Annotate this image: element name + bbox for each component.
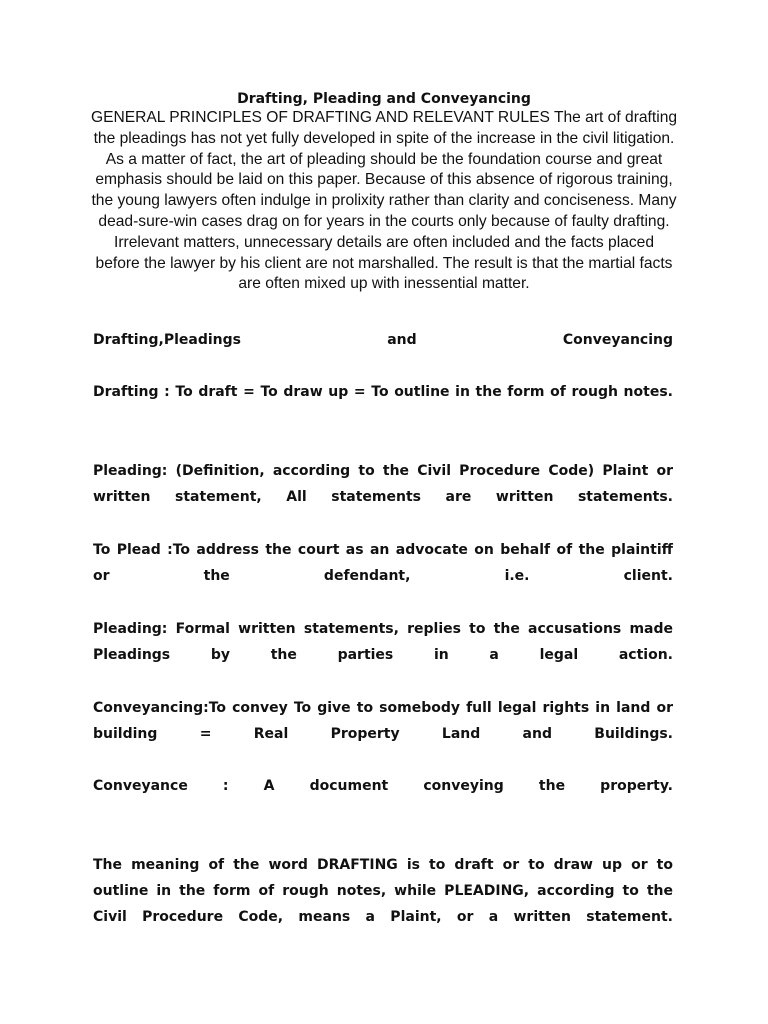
conveyancing-definition: Conveyancing:To convey To give to somebody full legal rights in land or building = Real Property Land and Buildings. (93, 700, 673, 742)
meaning-paragraph: The meaning of the word DRAFTING is to draft or to draw up or to outline in the form of rough notes, while PLEADING, according to the Civil Procedure Code, means a Plaint, or a written statement. (93, 857, 673, 925)
document-title: Drafting, Pleading and Conveyancing (237, 91, 531, 107)
pleading-formal-definition: Pleading: Formal written statements, replies to the accusations made Pleadings by the parties in a legal action. (93, 621, 673, 663)
to-plead-definition: To Plead :To address the court as an advocate on behalf of the plaintiff or the defendant, i.e. client. (93, 542, 673, 584)
pleading-definition: Pleading: (Definition, according to the Civil Procedure Code) Plaint or written statement, All statements are written statements. (93, 463, 673, 505)
drafting-definition: Drafting : To draft = To draw up = To outline in the form of rough notes. (93, 384, 673, 400)
section-heading: Drafting,Pleadings and Conveyancing (93, 332, 673, 348)
intro-paragraph: GENERAL PRINCIPLES OF DRAFTING AND RELEVANT RULES The art of drafting the pleadings has not yet fully developed in spite of the increase in the civil litigation. As a matter of fact, the art of pleading should be the foundation course and great emphasis should be laid on this paper. Because of this absence of rigorous training, the young lawyers often indulge in prolixity rather than clarity and conciseness. Many dead-sure-win cases drag on for years in the courts only because of faulty drafting. Irrelevant matters, unnecessary details are often included and the facts placed before the lawyer by his client are not marshalled. The result is that the martial facts are often mixed up with inessential matter. (90, 109, 678, 293)
conveyance-definition: Conveyance : A document conveying the property. (93, 778, 673, 794)
